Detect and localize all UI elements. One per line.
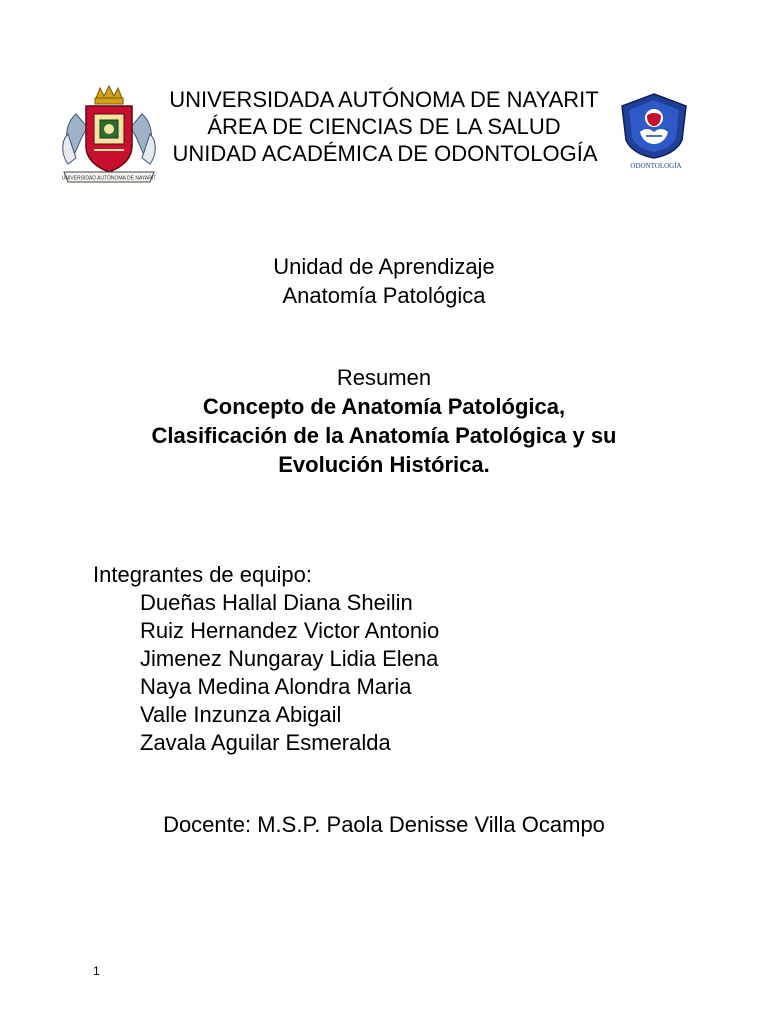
team-member: Dueñas Hallal Diana Sheilin [140, 590, 413, 615]
learning-unit-label: Unidad de Aprendizaje [273, 254, 495, 279]
area-name: ÁREA DE CIENCIAS DE LA SALUD [207, 114, 561, 139]
svg-text:UNIVERSIDAD AUTÓNOMA DE NAYARI: UNIVERSIDAD AUTÓNOMA DE NAYARIT [61, 175, 157, 182]
summary-label: Resumen [336, 365, 432, 390]
title-line: Evolución Histórica. [278, 452, 490, 477]
team-member: Zavala Aguilar Esmeralda [140, 730, 391, 755]
learning-unit [0, 252, 768, 310]
institution-header [0, 86, 768, 167]
course-name: Anatomía Patológica [282, 283, 486, 308]
document-title [90, 392, 678, 479]
university-name: UNIVERSIDADA AUTÓNOMA DE NAYARIT [169, 87, 599, 112]
svg-text:ODONTOLOGÍA: ODONTOLOGÍA [630, 162, 682, 170]
team-member: Valle Inzunza Abigail [140, 702, 342, 727]
page-number: 1 [93, 964, 100, 978]
team-members-list [140, 589, 439, 757]
teacher-line: Docente: M.S.P. Paola Denisse Villa Ocampo [163, 812, 605, 837]
team-member: Jimenez Nungaray Lidia Elena [140, 646, 439, 671]
academic-unit-name: UNIDAD ACADÉMICA DE ODONTOLOGÍA [172, 141, 598, 166]
title-line: Clasificación de la Anatomía Patológica y su [151, 423, 617, 448]
team-member: Ruiz Hernandez Victor Antonio [140, 618, 440, 643]
title-line: Concepto de Anatomía Patológica, [202, 394, 566, 419]
team-label: Integrantes de equipo: [93, 562, 312, 587]
team-member: Naya Medina Alondra Maria [140, 674, 412, 699]
